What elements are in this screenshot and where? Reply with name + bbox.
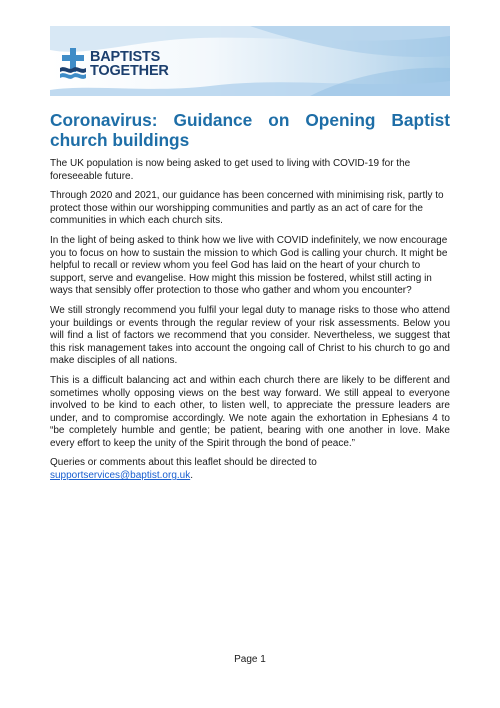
queries-prefix: Queries or comments about this leaflet should be directed to bbox=[50, 457, 317, 469]
queries-suffix: . bbox=[190, 470, 193, 482]
logo-line-2: TOGETHER bbox=[90, 63, 169, 79]
logo-wordmark bbox=[90, 50, 169, 78]
cross-water-logo-icon bbox=[60, 48, 86, 80]
paragraph-mission: In the light of being asked to think how we live with COVID indefinitely, we now encourage you to focus on how to sustain the mission to which God is calling your church. It might be helpful to recall or review whom you feel God has laid on the heart of your church to support, serve and evangelise. How might this mission be fostered, whilst still acting in ways that sensibly offer protection to those who gather and whom you encounter? bbox=[50, 234, 448, 297]
paragraph-legal-duty: We still strongly recommend you fulfil your legal duty to manage risks to those who attend your buildings or events through the regular review of your risk assessments. Below you will find a list of factors we recommend that you consider. Nevertheless, we suggest that this risk management takes into account the ongoing call of Christ to his church to go and make disciples of all nations. bbox=[50, 304, 450, 367]
document-title: Coronavirus: Guidance on Opening Baptist church buildings bbox=[50, 110, 450, 150]
logo-line-1: BAPTISTS bbox=[90, 49, 161, 65]
header-banner bbox=[50, 26, 450, 96]
paragraph-queries bbox=[50, 457, 450, 482]
paragraph-intro: The UK population is now being asked to get used to living with COVID-19 for the foreseeable future. bbox=[50, 158, 411, 182]
support-email-link[interactable]: supportservices@baptist.org.uk bbox=[50, 470, 191, 482]
document-body bbox=[50, 110, 450, 490]
paragraph-guidance-history: Through 2020 and 2021, our guidance has been concerned with minimising risk, partly to protect those within our worshipping communities and partly as an act of care for the communities in which each church sits. bbox=[50, 190, 444, 227]
baptists-together-logo[interactable] bbox=[60, 48, 169, 80]
page-number: Page 1 bbox=[234, 654, 266, 665]
paragraph-balancing-act: This is a difficult balancing act and within each church there are likely to be different and sometimes wholly opposing views on the best way forward. We still appeal to everyone involved to be kind to each other, to listen well, to appreciate the pressure leaders are under, and to compromise accordingly. We note again the exhortation in Ephesians 4 to “be completely humble and gentle; be patient, bearing with one another in love. Make every effort to keep the unity of the Spirit through the bond of peace.” bbox=[50, 374, 450, 449]
